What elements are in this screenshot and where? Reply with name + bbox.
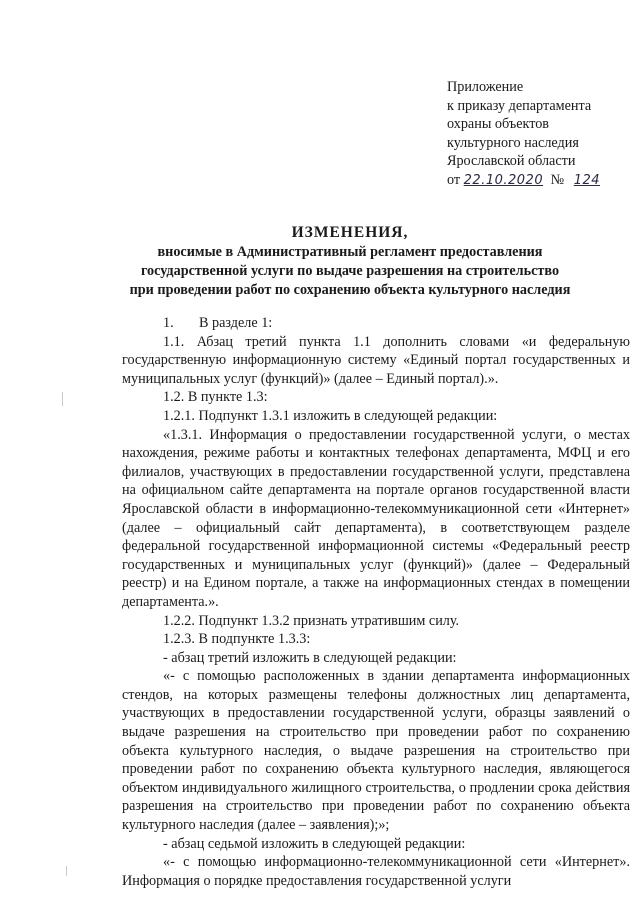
paragraph-quote-1: «- с помощью расположенных в здании департамента информационных стендов, на которых размещены телефоны должностных лиц департамента, участвующих в предоставлении государственной услуги, образцы заявлений о выдаче разрешения на строительство при проведении работ по сохранению объекта культурного наследия, о выдаче разрешения на строительство при проведении работ по сохранению объекта культурного наследия, являющегося объектом индивидуального жилищного строительства, о продлении срока действия разрешения на строительство при проведении работ по сохранению объекта культурного наследия (далее – заявления);»; [122,668,630,834]
document-title [110,222,590,300]
paragraph-quote-2: «- с помощью информационно-телекоммуникационной сети «Интернет». Информация о порядке предоставления государственной услуги [122,854,630,889]
number-sign: № [550,171,565,188]
paragraph-1-2-1: 1.2.1. Подпункт 1.3.1 изложить в следующей редакции: [163,407,498,424]
appendix-line: к приказу департамента [447,97,592,114]
appendix-line: охраны объектов [447,116,549,133]
order-date: 22.10.2020 [463,172,544,188]
paragraph-1-1: 1.1. Абзац третий пункта 1.1 дополнить словами «и федеральную государственную информационную систему «Единый портал государственных и муниципальных услуг (функций)» (далее – Единый портал).». [122,333,630,387]
appendix-line: культурного наследия [447,134,579,151]
order-number: 124 [573,172,601,188]
title-heading: ИЗМЕНЕНИЯ, [291,224,409,241]
item-number: 1. [163,315,174,331]
paragraph-abzac-7: - абзац седьмой изложить в следующей редакции: [163,835,466,852]
section-item-1 [122,314,630,333]
appendix-line: Приложение [447,79,524,95]
appendix-line: Ярославской области [447,153,576,170]
order-date-line [447,171,632,191]
paragraph-1-2: 1.2. В пункте 1.3: [163,389,268,406]
document-body [122,314,630,890]
title-subtitle-line: при проведении работ по сохранению объекта культурного наследия [129,282,571,298]
paragraph-1-3-1: «1.3.1. Информация о предоставлении государственной услуги, о местах нахождения, режиме работы и контактных телефонах департамента, МФЦ и его филиалов, участвующих в предоставлении государственной услуги, представлена на официальном сайте департамента на портале органов государственной власти Ярославской области в информационно-телекоммуникационной сети «Интернет» (далее – официальный сайт департамента), в соответствующем разделе федеральной государственной информационной системы «Федеральный реестр государственных и муниципальных услуг (функций)» (далее – Федеральный реестр) и на Едином портале, а также на информационных стендах в помещении департамента.». [122,426,630,610]
item-text: В разделе 1: [199,315,273,331]
scan-edge-mark [66,866,67,876]
date-prefix: от [447,171,461,188]
title-subtitle-line: вносимые в Административный регламент предоставления [157,244,543,260]
title-subtitle-line: государственной услуги по выдаче разрешения на строительство [140,263,560,279]
paragraph-1-2-3: 1.2.3. В подпункте 1.3.3: [163,631,311,648]
paragraph-abzac-3: - абзац третий изложить в следующей редакции: [163,649,457,666]
paragraph-1-2-2: 1.2.2. Подпункт 1.3.2 признать утратившим силу. [163,612,460,629]
appendix-block [447,78,632,191]
scan-edge-mark [62,392,63,406]
